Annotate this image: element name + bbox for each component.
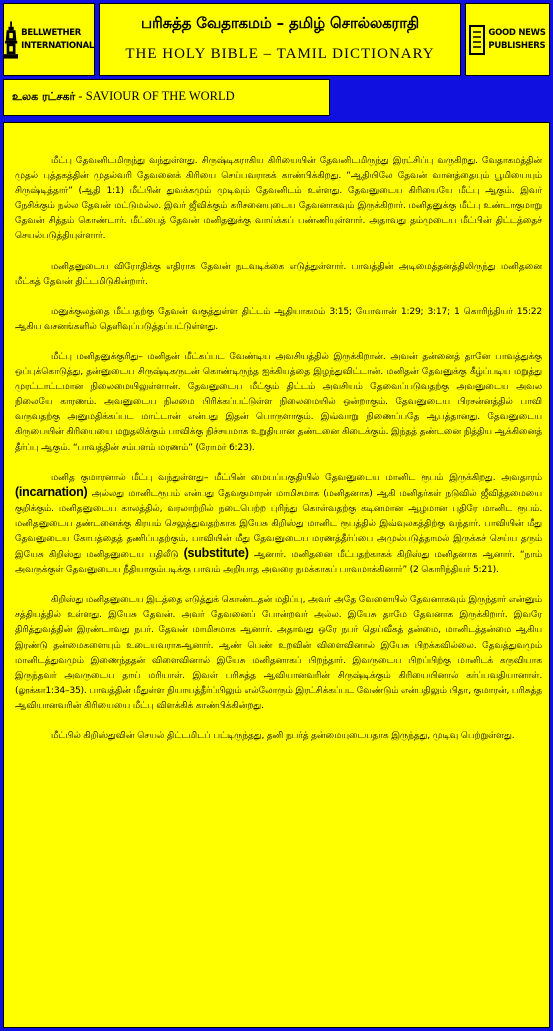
paragraph-text: மனித குமாரனால் மீட்பு வந்துள்ளது– மீட்பின் மையப்பகுதியில் தேவனுடைய மானிட ரூபம் இருக்கிறது. அவதாரம் [51,471,542,483]
topic-title-box [3,79,330,116]
article-body [3,122,550,1028]
book-icon [469,25,485,55]
right-logo-line1: GOOD NEWS [488,28,546,39]
paragraph-text: ஆனார். மனிதனை மீட்பதற்காகக் கிறிஸ்து மனிதனாக ஆனார். “நாம் அவருக்குள் தேவனுடைய நீதியாகும்படிக்கு பாவம் அறியாத அவரை நமக்காகப் பாவமாக்கினார்” (2 கொரிந்தியர் 5:21). [15,549,542,576]
left-logo-line1: BELLWETHER [21,28,82,39]
bell-tower-icon [4,19,18,61]
topic-title [12,89,329,105]
paragraph: மீட்பில் கிறிஸ்துவின் செயல் திட்டமிடப் பட்டிருந்தது, தனி நபர்த் தன்மையுடையதாக இருந்தது, முடிவு பெற்றுள்ளது. [51,730,515,741]
paragraph [15,470,542,578]
term-incarnation: (incarnation) [15,484,88,499]
bellwether-logo [3,3,95,76]
paragraph: மனிதனுடைய விரோதிக்கு எதிராக தேவன் நடவடிக்கை எடுத்துள்ளார். பாவத்தின் அடிமைத்தனத்திலிருந்து மனிதனை மீட்கத் தேவன் திட்டமிடுகின்றார். [15,260,542,287]
paragraph: மீட்பு தேவனிடமிருந்து வந்துள்ளது. சிருஷ்டிகராகிய கிரியையின் தேவனிடமிருந்து இரட்சிப்பு வருகிறது. வேதாகமத்தின் முதல் புத்தகத்தின் முதல்வரி தேவனைக் கிரியை செய்பவராகக் காண்பிக்கிறது. “ஆதியிலே தேவன் வானத்தையும் பூமியையும் சிருஷ்டித்தார்” (ஆதி 1:1) மீட்பின் துவக்கமும் முடிவும் தேவனிடம் உள்ளது. தேவனுடைய கிரியையே மீட்பு ஆகும். இவர் நேசிக்கும் நல்ல தேவன் மட்டுமல்ல. இவர் ஜீவிக்கும் கரிசனையுடைய தேவனாகவும் இருக்கிறார். மனிதனுக்கு மீட்பு உண்டாகுமாறு தேவன் சித்தம் கொண்டார். மீட்பைத் தேவன் மனிதனுக்கு வாய்க்கப் பண்ணியுள்ளார். அதாவது தம்முடைய மீட்பின் திட்டத்தைச் செயல்படுத்தியுள்ளார். [15,155,542,242]
paragraph-text: அல்லது மானிடரூபம் என்பது தேவகுமாரன் மாமிசமாக (மனிதனாக) ஆகி மனிதர்கள் நடுவில் ஜீவித்தமையை குறிக்கும். மனிதனுடைய காலத்தில், வரலாற்றில் நடைபெற்ற புரிந்து கொள்வதற்கு கடினமான ஆழமான புதிரே மானிட ரூபம். மனிதனுடைய தண்டனைக்கு கிரயம் செலுத்துவதற்காக இயேசு கிறிஸ்து மானிட ரூபத்தில் இவ்வுலகத்திற்கு வந்தார். பாவியின் மீது தேவனுடைய கோபத்தைத் தணிப்பதற்கும், பாவியின் மீது தேவனுடைய மரணத்தீர்ப்பை அமுல்படுத்தாமல் இருக்கச் செய்ய தரும் இயேசு கிறிஸ்து மனிதனுடைய பதிலீடு [15,487,542,561]
paragraph: மனுக்குலத்தை மீட்பதற்கு தேவன் வகுத்துள்ள திட்டம் ஆதியாகமம் 3:15; யோவான் 1:29; 3:17; 1 கொரிந்தியர் 15:22 ஆகிய வசனங்களில் தெளிவுப்படுத்தப்பட்டுள்ளது. [15,305,542,332]
header-title-english: THE HOLY BIBLE – TAMIL DICTIONARY [125,46,435,62]
header-title-tamil: பரிசுத்த வேதாகமம் – தமிழ் சொல்லகராதி [140,14,420,32]
good-news-logo [465,3,550,76]
topic-title-english: - SAVIOUR OF THE WORLD [78,89,235,103]
topic-title-tamil: உலக ரட்சகர் [12,90,76,103]
paragraph: மீட்பு மனிதனுக்குரிது– மனிதன் மீட்கப்பட வேண்டிய அவசியத்தில் இருக்கிறான். அவன் தன்னைத் தானே பாவத்துக்கு ஒப்புக்கொடுத்து, தன்னுடைய சிருஷ்டிகருடன் கொண்டிருந்த ஐக்கியத்தை இழந்துவிட்டான். மனிதன் தேவனுக்கு கீழ்ப்படிய மறுத்து முரட்டாட்டமான நிலைமையிலுள்ளான். தேவனுடைய மீட்கும் திட்டம் அவசியம் தேவைப்படுவதற்கு அவனுடைய அவல நிலையே காரணம். அவனுடைய நிலமை பிரிக்கப்பட்டுள்ள நிலைமையில் ஒன்றாகும். தேவனுடைய பிரசன்னத்தில் பாவி வருவதற்கு அனுமதிக்கப்பட மாட்டான் என்பது இதன் பொருளாகும். இவ்வாறு நிணைப்பதே ஆபத்தானது. தேவனுடைய கிருபையின் கிரியையை மறுதலிக்கும் பாவிக்கு நிச்சயமாக உறுதியான தண்டனை கிடைக்கும். இந்தத் தண்டனை நித்திய ஆக்கினைத் தீர்ப்பு ஆகும். “பாவத்தின் சம்பளம் மரணம்” (ரோமர் 6:23). [15,350,542,453]
paragraph: கிறிஸ்து மனிதனுடைய இடத்தை எடுத்துக் கொண்டதன் மதிப்பு, அவர் அதே வேளையில் தேவனாகவும் இருந்தார் என்னும் சத்தியத்தில் உள்ளது. இயேசு தேவன். அவர் தேவனைப் போன்றவர் அல்ல. இயேசு தாமே தேவனாக இருக்கிறார். இவரே திரித்துவத்தின் இரண்டாவது நபர். தேவன் மாமிசமாக ஆனார். அதாவது ஒரே நபர் தெய்வீகத் தன்மை, மானிடத்தன்மை ஆகிய இரண்டு தன்மைகளையும் உடையவராகஆனார். ஆண் பெண் உறவின் விளைவினால் இயேசு பிறக்கவில்லை. தேவத்துவமும் மானிடத்துவமும் இணைந்ததன் விளைவினால் இயேசு மனிதனாகப் பிறந்தார். இவருடைய பிறப்பிற்கு மானிடக் கருவியாக இருந்தவர் அவருடைய தாய் மரியாள். இவள் பரிசுத்த ஆவியானவரின் சிருஷ்டிக்கும் கிரியையினால் கர்ப்பவதியானாள். (லூக்கா1:34–35). பாவத்தின் மீதுள்ள நியாயத்தீர்ப்பிலும் எல்லோரும் இரட்சிக்கப்பட வேண்டும் என்பதிலும் பிதா, குமாரன், பரிசுத்த ஆவியானவரின் கிரியையை மீட்பு விளக்கிக் காண்பிக்கின்றது. [15,594,542,711]
term-substitute: (substitute) [183,546,249,561]
right-logo-line2: PUBLISHERS [488,40,546,51]
left-logo-line2: INTERNATIONAL [21,40,94,51]
page-header [99,3,461,76]
